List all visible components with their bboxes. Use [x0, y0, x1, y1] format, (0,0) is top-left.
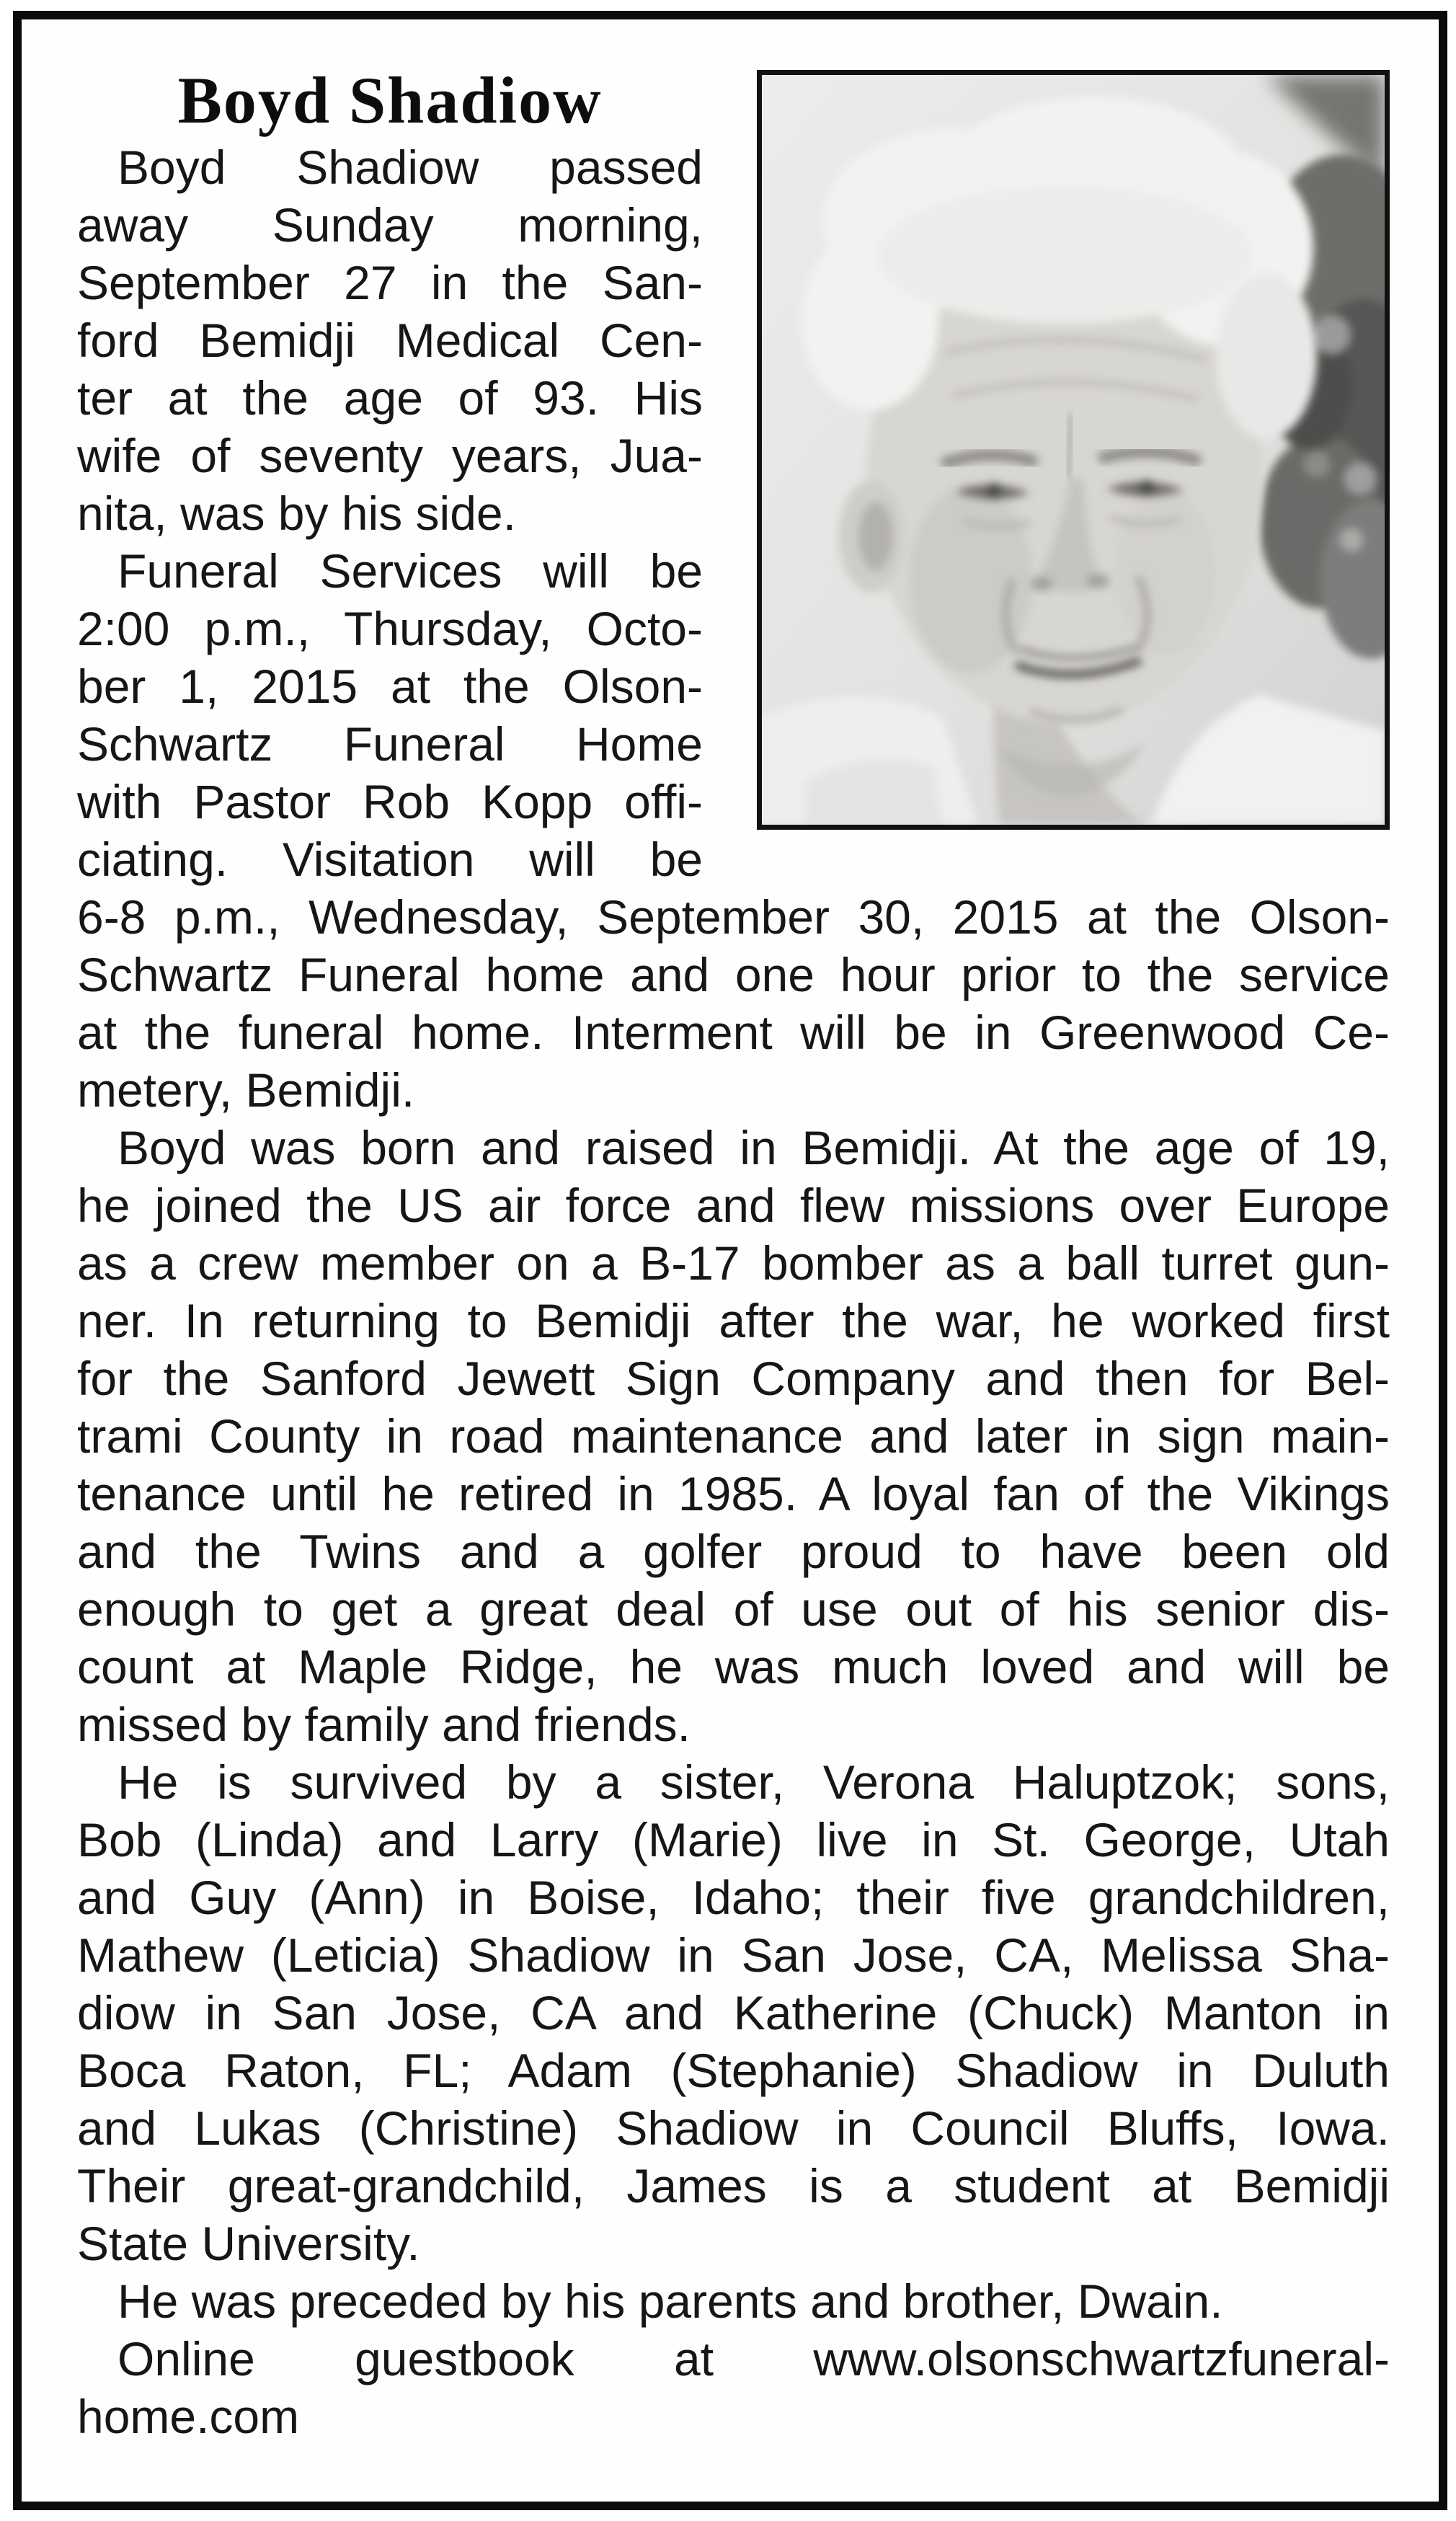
text-line: Mathew (Leticia) Shadiow in San Jose, CA, Melissa Sha-: [77, 1928, 1390, 1982]
text-line: tenance until he retired in 1985. A loyal fan of the Vikings: [77, 1467, 1390, 1520]
text-line: Schwartz Funeral home and one hour prior to the service: [77, 948, 1390, 1001]
text-line: and Lukas (Christine) Shadiow in Council Bluffs, Iowa.: [77, 2101, 1390, 2155]
text-line: Bob (Linda) and Larry (Marie) live in St. George, Utah: [77, 1813, 1390, 1866]
text-line: he joined the US air force and flew missions over Europe: [77, 1179, 1390, 1232]
obituary-full-width-column: [77, 888, 1390, 2445]
text-line: enough to get a great deal of use out of his senior dis-: [77, 1582, 1390, 1636]
text-line: ber 1, 2015 at the Olson-: [77, 660, 703, 713]
obituary-title: Boyd Shadiow: [177, 63, 603, 137]
text-line: count at Maple Ridge, he was much loved and will be: [77, 1640, 1390, 1693]
text-line: diow in San Jose, CA and Katherine (Chuck) Manton in: [77, 1986, 1390, 2039]
text-line: He was preceded by his parents and brother, Dwain.: [117, 2274, 1223, 2328]
text-line: Online guestbook at www.olsonschwartzfuneral-: [117, 2332, 1390, 2385]
text-line: and Guy (Ann) in Boise, Idaho; their five grandchildren,: [77, 1871, 1390, 1924]
text-line: at the funeral home. Interment will be in Greenwood Ce-: [77, 1006, 1390, 1059]
text-line: trami County in road maintenance and later in sign main-: [77, 1409, 1390, 1463]
text-line: away Sunday morning,: [77, 198, 703, 252]
text-line: He is survived by a sister, Verona Haluptzok; sons,: [117, 1755, 1390, 1809]
text-line: Schwartz Funeral Home: [77, 717, 703, 771]
text-line: Their great-grandchild, James is a student at Bemidji: [77, 2159, 1390, 2212]
text-line: ner. In returning to Bemidji after the war, he worked first: [77, 1294, 1390, 1347]
text-line: State University.: [77, 2217, 420, 2270]
text-line: missed by family and friends.: [77, 1698, 691, 1751]
text-line: for the Sanford Jewett Sign Company and then for Bel-: [77, 1352, 1390, 1405]
obituary-narrow-column: [77, 138, 703, 888]
text-line: ter at the age of 93. His: [77, 371, 703, 425]
text-line: 2:00 p.m., Thursday, Octo-: [77, 602, 703, 655]
obituary-text: [77, 19, 1390, 2445]
text-line: Boca Raton, FL; Adam (Stephanie) Shadiow in Duluth: [77, 2044, 1390, 2097]
text-line: with Pastor Rob Kopp offi-: [77, 775, 703, 828]
text-line: Boyd was born and raised in Bemidji. At the age of 19,: [117, 1121, 1390, 1174]
text-line: metery, Bemidji.: [77, 1063, 415, 1117]
text-line: ciating. Visitation will be: [77, 833, 703, 886]
text-line: ford Bemidji Medical Cen-: [77, 314, 703, 367]
text-line: and the Twins and a golfer proud to have been old: [77, 1525, 1390, 1578]
text-line: September 27 in the San-: [77, 256, 703, 309]
text-line: home.com: [77, 2390, 300, 2443]
text-line: Funeral Services will be: [117, 544, 703, 598]
text-line: as a crew member on a B-17 bomber as a ball turret gun-: [77, 1236, 1390, 1290]
text-line: 6-8 p.m., Wednesday, September 30, 2015 at the Olson-: [77, 890, 1390, 944]
text-line: wife of seventy years, Jua-: [77, 429, 703, 482]
clipping-border-box: [13, 11, 1447, 2510]
text-line: nita, was by his side.: [77, 487, 516, 540]
text-line: Boyd Shadiow passed: [117, 141, 703, 194]
